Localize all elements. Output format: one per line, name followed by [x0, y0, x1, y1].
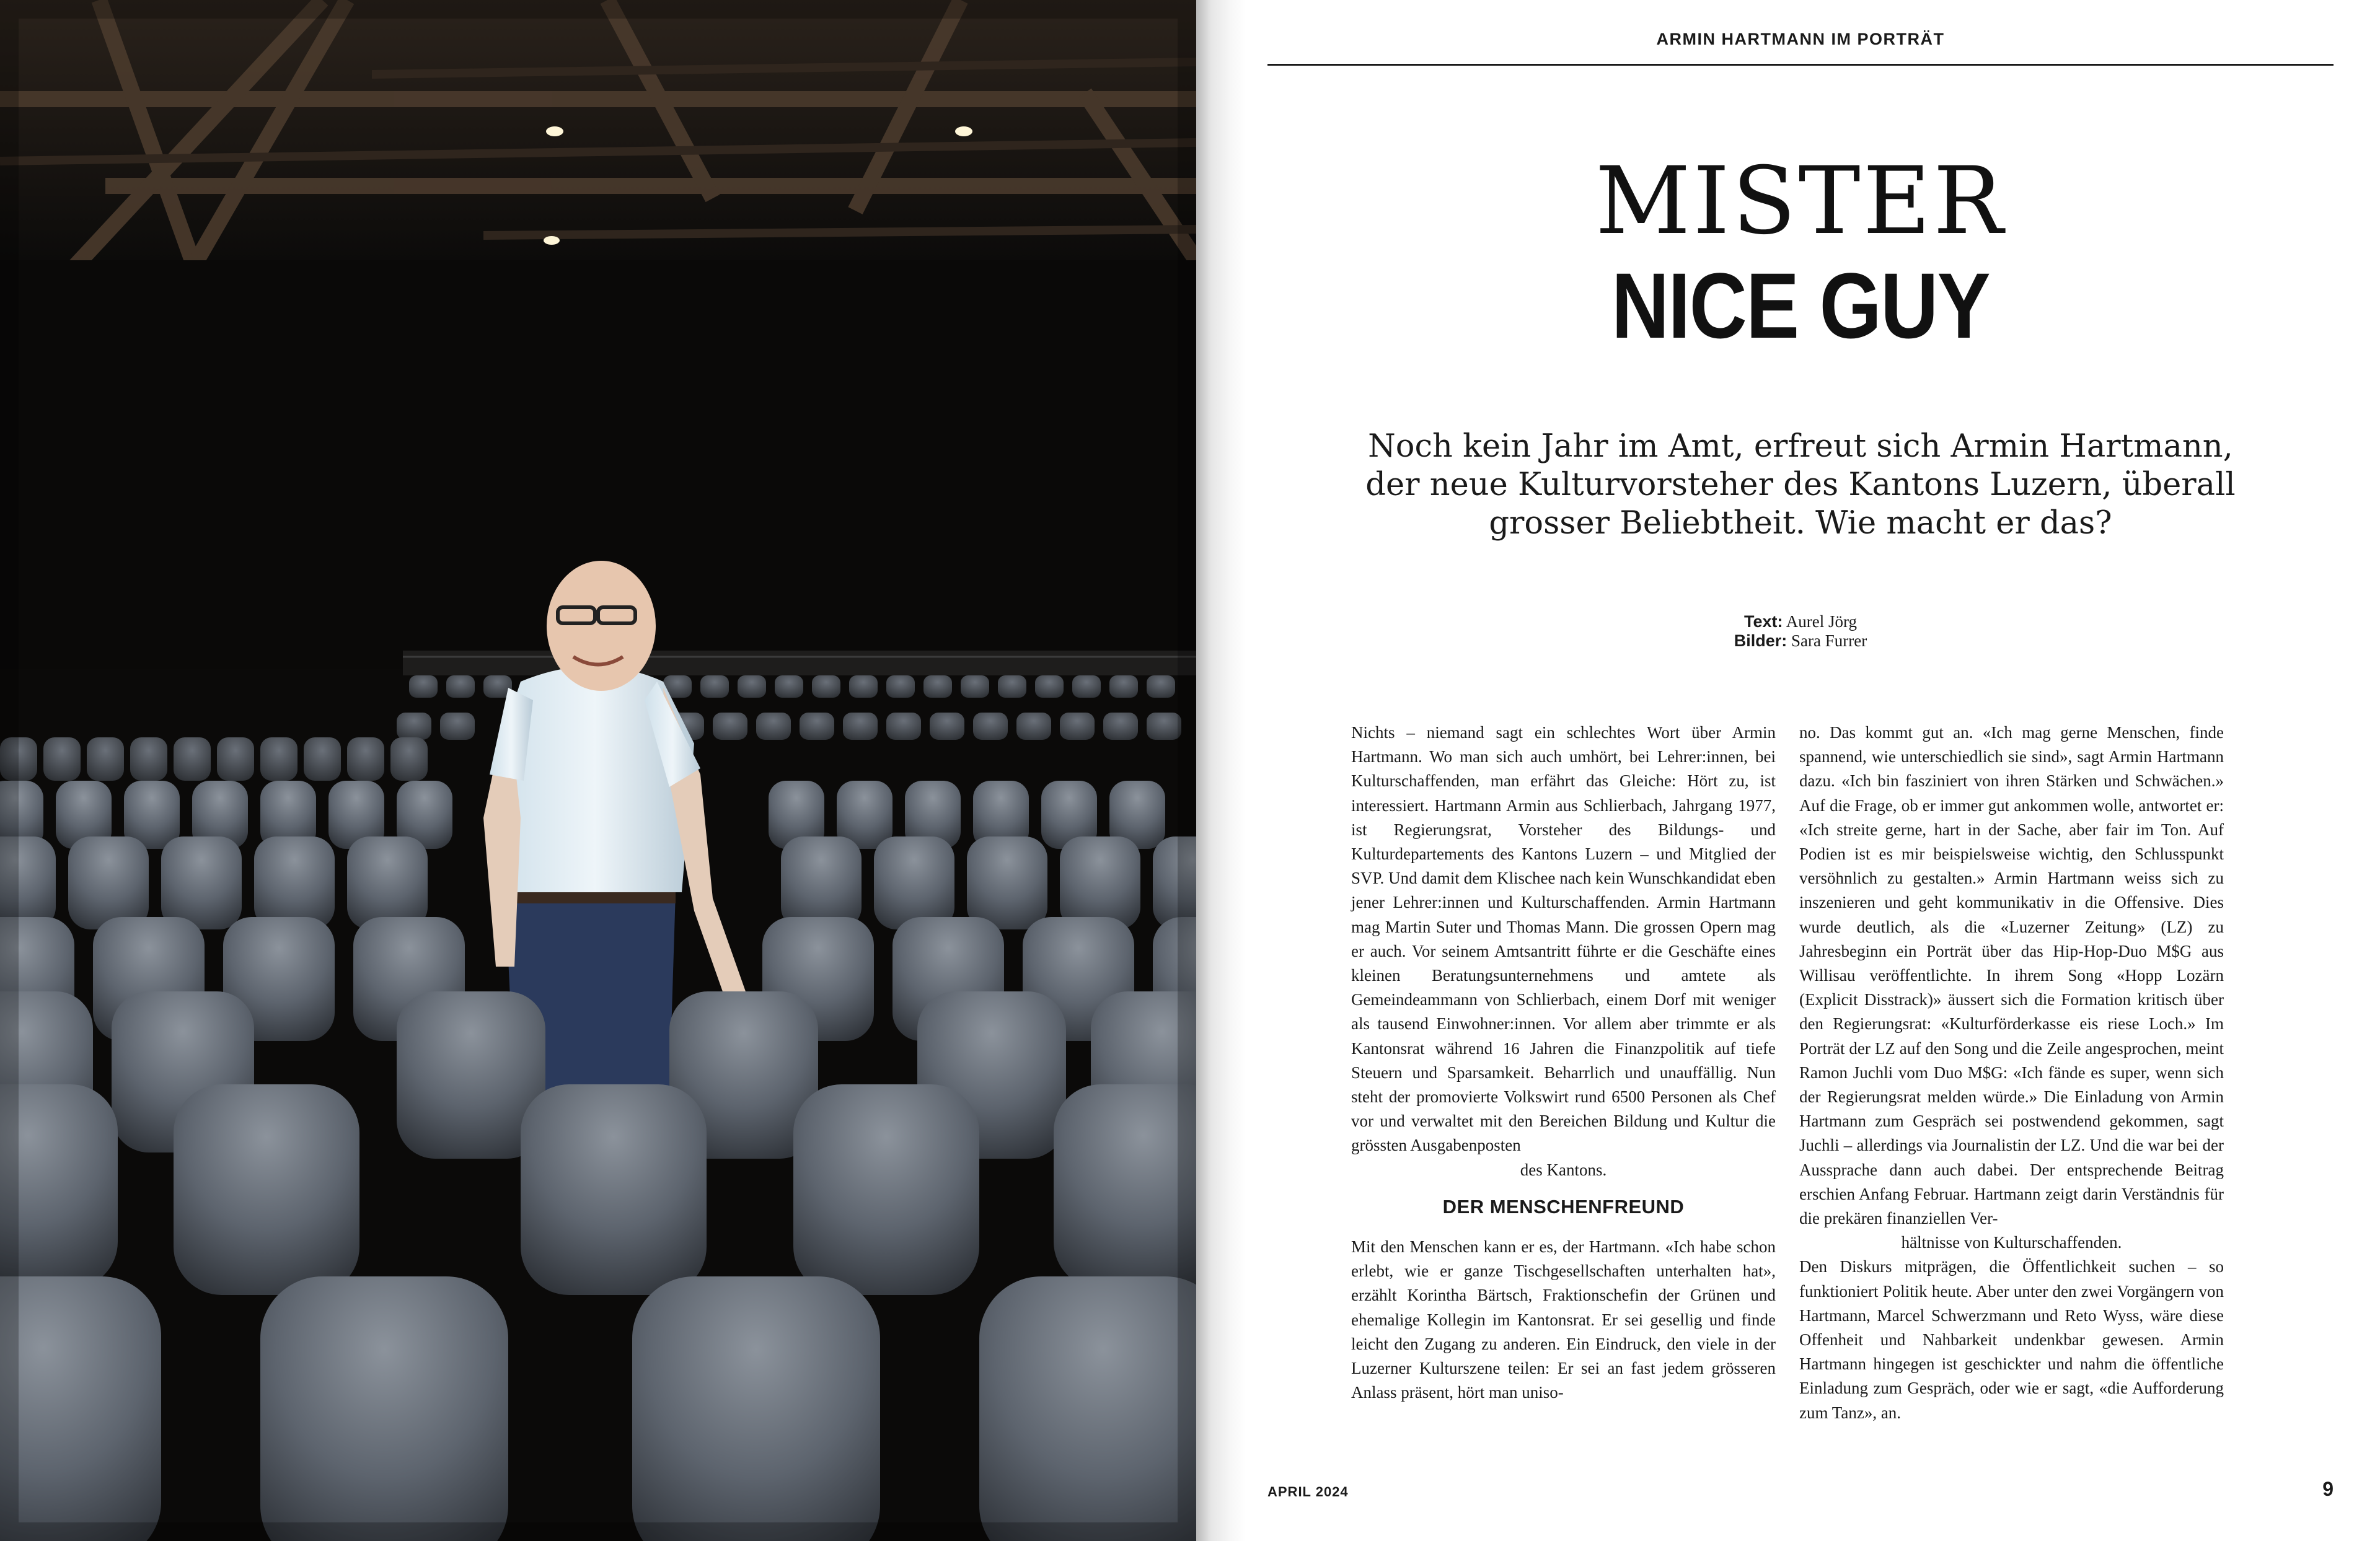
article-page [1246, 0, 2380, 1541]
lead-paragraph: Noch kein Jahr im Amt, erfreut sich Armin Hartmann, der neue Kulturvorsteher des Kantons Luzern, überall grosser Beliebtheit. Wie macht er das? [1365, 428, 2236, 542]
body-paragraph: Mit den Menschen kann er es, der Hartmann. «Ich habe schon erlebt, wie er ganze Tischgesellschaften unterhalten hat», erzählt Korintha Bärtsch, Fraktionschefin der Grünen und ehemalige Kollegin im Kantonsrat. Er sei gesellig und finde leicht den Zugang zu anderen. Ein Eindruck, den viele in der Luzerner Kulturszene teilen: Er sei an fast jedem grösseren Anlass präsent, hört man uniso- [1351, 1237, 1776, 1402]
body-paragraph: no. Das kommt gut an. «Ich mag gerne Menschen, finde spannend, wie unterschiedlich sie sind», sagt Armin Hartmann dazu. «Ich bin fasziniert von ihren Stärken und Schwächen.» Auf die Frage, ob er immer gut ankommen wolle, antwortet er: «Ich streite gerne, hart in der Sache, aber fair im Ton. Auf Podien ist es mir beispielsweise wichtig, den Schlusspunkt versöhnlich zu gestalten.» Armin Hartmann weiss sich zu inszenieren und geht kommunikativ in die Offensive. Dies wurde deutlich, als die «Luzerner Zeitung» (LZ) zu Jahresbeginn ein Porträt über das Hip-Hop-Duo M$G aus Willisau veröffentlichte. In ihrem Song «Hopp Lozärn (Explicit Disstrack)» äussert sich die Formation kritisch über den Regierungsrat: «Kulturförderkasse eis riese Loch.» Im Porträt der LZ auf den Song und die Zeile angesprochen, meint Ramon Juchli vom Duo M$G: «Ich fände es super, wenn sich der Regierungsrat melden würde.» Die Einladung von Armin Hartmann zum Gespräch sei postwendend gekommen, sagt Juchli – allerdings via Journalistin der LZ. Und die war bei der Aussprache dann auch dabei. Der entsprechende Beitrag erschien Anfang Februar. Hartmann zeigt darin Verständnis für die prekären finanziellen Ver- [1799, 723, 2224, 1228]
text-credit-name: Aurel Jörg [1786, 612, 1858, 631]
page-number: 9 [2322, 1478, 2334, 1500]
header-rule [1267, 64, 2334, 66]
running-head: ARMIN HARTMANN IM PORTRÄT [1656, 30, 1945, 48]
body-column-1 [1351, 721, 1776, 1405]
photo-credit-name: Sara Furrer [1791, 631, 1867, 650]
body-paragraph-end: hältnisse von Kulturschaffenden. [1901, 1233, 2122, 1252]
photo-credit-label: Bilder: [1734, 631, 1787, 650]
credits [1267, 612, 2334, 651]
issue-date: APRIL 2024 [1267, 1484, 1349, 1499]
body-paragraph-end: des Kantons. [1520, 1160, 1607, 1179]
page-gutter [1196, 0, 1246, 1541]
body-paragraph: Nichts – niemand sagt ein schlechtes Wort über Armin Hartmann. Wo man sich auch umhört, bei Lehrer:innen, bei Kulturschaffenden, man erfährt das Gleiche: Hört zu, ist interessiert. Hartmann Armin aus Schlierbach, Jahrgang 1977, ist Regierungsrat, Vorsteher des Bildungs- und Kulturdepartements des Kantons Luzern – und Mitglied der SVP. Und damit dem Klischee nach kein Wunschkandidat eben jener Lehrer:innen und Kulturschaffenden. Armin Hartmann mag Martin Suter und Thomas Mann. Die grossen Opern mag er auch. Vor seinem Amtsantritt führte er die Geschäfte eines kleinen Beratungsunternehmens und amtete als Gemeindeammann von Schlierbach, einem Dorf mit weniger als tausend Einwohner:innen. Vor allem aber trimmte er als Kantonsrat während 16 Jahren die Finanzpolitik auf tiefe Steuern und Sparsamkeit. Beharrlich und unauffällig. Nun steht der promovierte Volkswirt rund 6500 Personen als Chef vor und verwaltet mit den Bereichen Bildung und Kultur die grössten Ausgabenposten [1351, 723, 1776, 1155]
text-credit-label: Text: [1743, 612, 1783, 631]
body-column-2 [1799, 721, 2224, 1425]
subheading: DER MENSCHENFREUND [1442, 1195, 1685, 1218]
headline-line2: NICE GUY [1611, 253, 1990, 358]
body-paragraph: Den Diskurs mitprägen, die Öffentlichkeit suchen – so funktioniert Politik heute. Aber unter den zwei Vorgängern von Hartmann, Marcel Schwerzmann und Reto Wyss, wäre diese Offenheit und Nahbarkeit undenkbar gewesen. Armin Hartmann hingegen ist geschickter und nahm die öffentliche Einladung zum Gespräch, oder wie er sagt, «die Aufforderung zum Tanz», an. [1799, 1257, 2224, 1422]
headline-line1: MISTER [1595, 147, 2006, 255]
